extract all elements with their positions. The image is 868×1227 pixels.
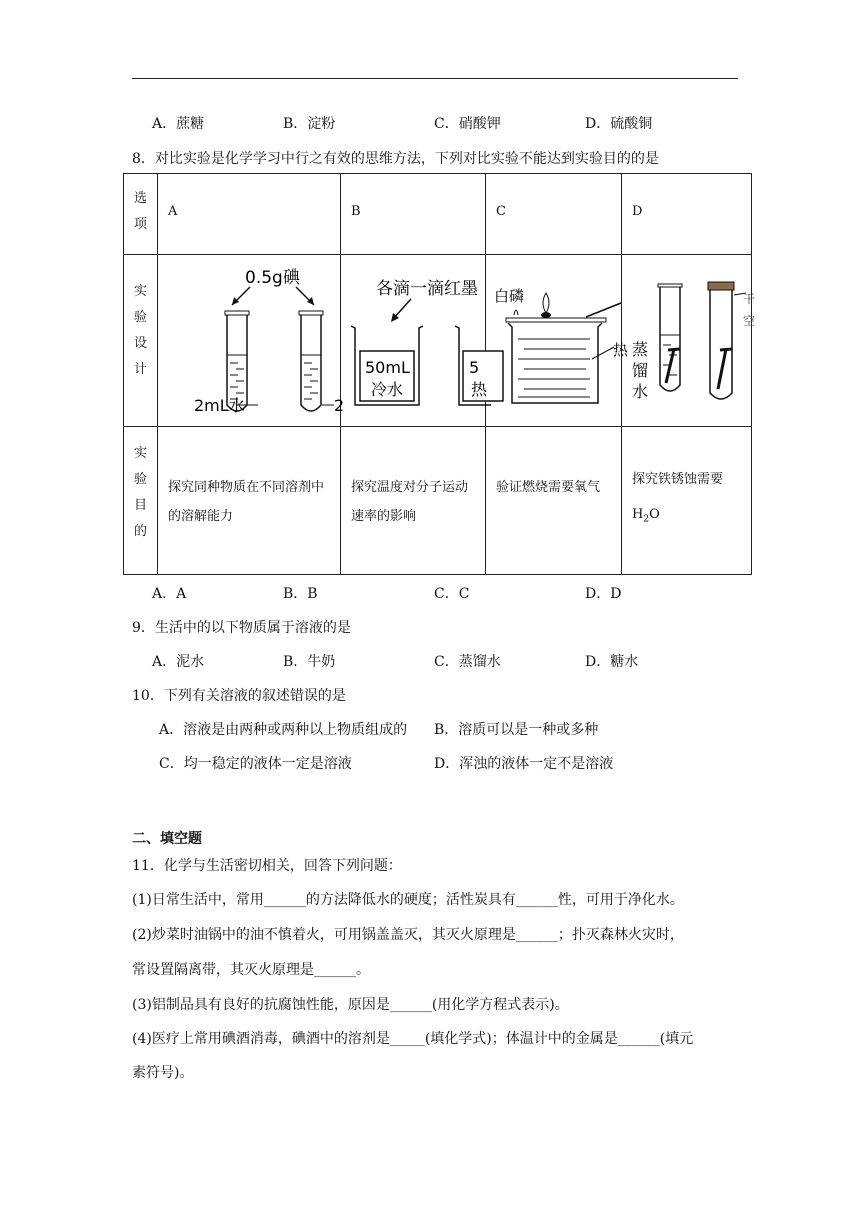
q10-stem: 10．下列有关溶液的叙述错误的是	[132, 688, 346, 704]
beaker2-volume: 5	[469, 358, 480, 377]
section-title: 二、填空题	[132, 831, 202, 847]
q11-part-2-line2: 常设置隔离带，其灭火原理是______。	[132, 962, 370, 978]
row-label-char: 选	[133, 191, 147, 206]
aim-b: 探究温度对分子运动速率的影响	[341, 427, 486, 575]
fig-d-side-label-2: 馏	[632, 361, 649, 380]
fig-d-right-label-1: 干	[743, 292, 756, 306]
beaker-hot-water-c	[508, 323, 602, 403]
aim-a: 探究同种物质在不同溶剂中的溶解能力	[158, 427, 341, 575]
table-row-option	[124, 174, 752, 255]
figure-a-test-tubes	[158, 255, 345, 427]
row-label-char: 项	[133, 217, 147, 232]
q8-option-d: D．D	[585, 586, 622, 602]
q10-option-b: B．溶质可以是一种或多种	[434, 722, 599, 738]
fig-c-top-label: 白磷	[494, 287, 525, 305]
q8-option-c: C．C	[434, 586, 470, 602]
beaker1-label: 冷水	[371, 380, 404, 399]
fig-a-top-label: 0.5g碘	[245, 268, 300, 288]
fig-a-right-label: 2	[334, 396, 345, 415]
q7-option-d: D．硫酸铜	[585, 116, 653, 132]
row-label-char: 设	[133, 336, 147, 351]
column-header-c: C	[486, 174, 622, 255]
fig-d-right-label-2: 空	[743, 314, 756, 328]
q11-part-4-line2: 素符号)。	[132, 1065, 194, 1081]
row-label-char: 目	[133, 498, 147, 513]
q9-stem: 9．生活中的以下物质属于溶液的是	[132, 620, 351, 636]
row-label-char: 的	[133, 524, 147, 539]
formula-o: O	[649, 507, 660, 522]
column-header-b: B	[341, 174, 486, 255]
aim-c: 验证燃烧需要氧气	[486, 427, 622, 575]
formula-h: H	[632, 507, 644, 522]
q7-option-c: C．硝酸钾	[434, 116, 501, 132]
beaker1-volume: 50mL	[365, 358, 410, 377]
table-row-design	[124, 255, 752, 427]
q11-part-2-line1: (2)炒菜时油锅中的油不慎着火，可用锅盖盖灭，其灭火原理是______；扑灭森林火灾时，	[132, 927, 684, 943]
q11-stem: 11．化学与生活密切相关，回答下列问题：	[132, 858, 402, 874]
test-tube-water	[658, 284, 682, 391]
column-header-d: D	[622, 174, 752, 255]
q8-option-b: B．B	[283, 586, 318, 602]
q11-part-1: (1)日常生活中，常用______的方法降低水的硬度；活性炭具有______性，可用于净化水。	[132, 892, 684, 908]
beaker-cold-water	[351, 326, 423, 405]
figure-c-phosphorus	[486, 255, 629, 427]
row-label-char: 验	[133, 310, 147, 325]
q10-option-a: A．溶液是由两种或两种以上物质组成的	[159, 722, 408, 738]
beaker2-label: 热	[471, 380, 488, 399]
fig-d-side-label-3: 水	[632, 382, 649, 401]
figure-b-beakers	[341, 255, 486, 427]
row-label-char: 实	[133, 446, 147, 461]
q9-option-a: A．泥水	[152, 654, 205, 670]
table-row-aim	[124, 427, 752, 575]
aim-d-formula	[632, 500, 743, 535]
row-label-design	[124, 255, 158, 427]
q11-part-3: (3)铝制品具有良好的抗腐蚀性能，原因是______(用化学方程式表示)。	[132, 997, 569, 1013]
q8-option-a: A．A	[152, 586, 187, 602]
row-label-char: 计	[133, 362, 147, 377]
fig-c-right-label: 热	[613, 341, 629, 359]
test-tube-dry-air	[708, 282, 734, 399]
row-label-aim	[124, 427, 158, 575]
test-tube-right	[299, 311, 323, 411]
q10-option-c: C．均一稳定的液体一定是溶液	[159, 756, 352, 772]
formula-subscript: 2	[643, 514, 650, 525]
fig-d-side-label-1: 蒸	[632, 340, 649, 359]
figure-d-iron-nails	[622, 255, 756, 427]
row-label-char: 验	[133, 472, 147, 487]
q9-option-c: C．蒸馏水	[434, 654, 501, 670]
row-label-char: 实	[133, 284, 147, 299]
q11-part-4-line1: (4)医疗上常用碘酒消毒，碘酒中的溶剂是_____(填化学式)；体温计中的金属是______(填元	[132, 1031, 694, 1047]
fig-b-top-label: 各滴一滴红墨	[376, 279, 478, 299]
q9-option-b: B．牛奶	[283, 654, 336, 670]
q8-stem: 8．对比实验是化学学习中行之有效的思维方法，下列对比实验不能达到实验目的的是	[132, 151, 659, 167]
aim-d-text: 探究铁锈蚀需要	[632, 472, 724, 487]
header-rule	[132, 78, 738, 79]
q9-option-d: D．糖水	[585, 654, 639, 670]
experiment-table	[123, 173, 756, 575]
row-label-option	[124, 174, 158, 255]
q10-option-d: D．浑浊的液体一定不是溶液	[434, 756, 614, 772]
q7-option-a: A．蔗糖	[152, 116, 205, 132]
q7-option-b: B．淀粉	[283, 116, 336, 132]
fig-a-left-label: 2mL水	[194, 396, 245, 415]
column-header-a: A	[158, 174, 341, 255]
aim-d	[622, 427, 752, 575]
